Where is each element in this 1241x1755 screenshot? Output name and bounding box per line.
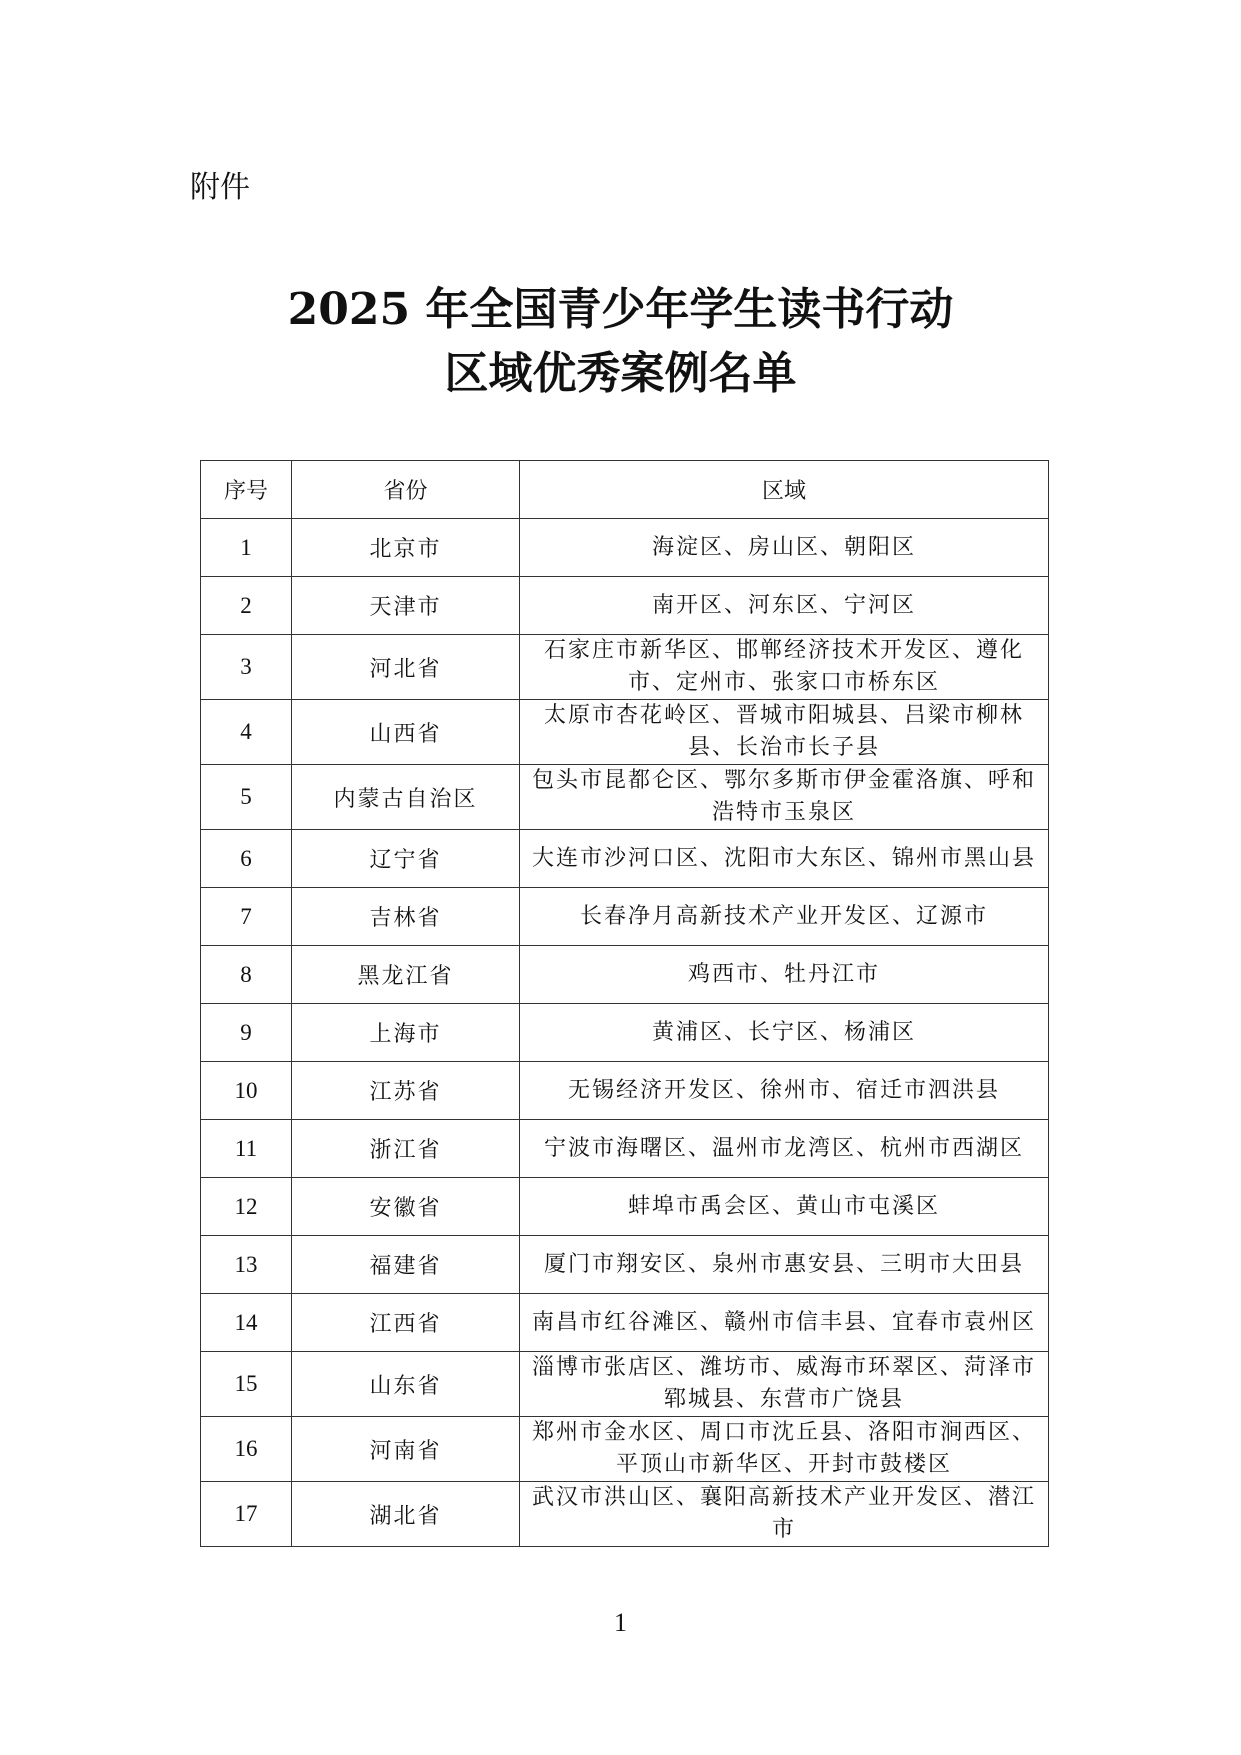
row-province: 山西省	[292, 700, 520, 765]
row-number: 15	[201, 1352, 292, 1417]
table-row	[201, 830, 1049, 888]
row-province: 浙江省	[292, 1120, 520, 1178]
table-row	[201, 1352, 1049, 1417]
row-number: 5	[201, 765, 292, 830]
row-number: 4	[201, 700, 292, 765]
row-region: 淄博市张店区、潍坊市、威海市环翠区、菏泽市郓城县、东营市广饶县	[520, 1352, 1049, 1417]
table-row	[201, 700, 1049, 765]
table-row	[201, 1062, 1049, 1120]
table-row	[201, 1120, 1049, 1178]
row-number: 9	[201, 1004, 292, 1062]
column-header-number: 序号	[201, 461, 292, 519]
row-province: 黑龙江省	[292, 946, 520, 1004]
row-region: 厦门市翔安区、泉州市惠安县、三明市大田县	[520, 1236, 1049, 1294]
row-region: 蚌埠市禹会区、黄山市屯溪区	[520, 1178, 1049, 1236]
row-region: 鸡西市、牡丹江市	[520, 946, 1049, 1004]
row-region: 海淀区、房山区、朝阳区	[520, 519, 1049, 577]
row-number: 14	[201, 1294, 292, 1352]
table-row	[201, 1482, 1049, 1547]
row-province: 江西省	[292, 1294, 520, 1352]
table-row	[201, 1004, 1049, 1062]
row-province: 山东省	[292, 1352, 520, 1417]
table-row	[201, 1236, 1049, 1294]
row-region: 大连市沙河口区、沈阳市大东区、锦州市黑山县	[520, 830, 1049, 888]
table-row	[201, 1417, 1049, 1482]
table-row	[201, 519, 1049, 577]
column-header-province: 省份	[292, 461, 520, 519]
row-province: 内蒙古自治区	[292, 765, 520, 830]
row-number: 10	[201, 1062, 292, 1120]
row-number: 17	[201, 1482, 292, 1547]
row-number: 13	[201, 1236, 292, 1294]
table-header-row	[201, 461, 1049, 519]
table-row	[201, 635, 1049, 700]
row-province: 福建省	[292, 1236, 520, 1294]
document-title-line2: 区域优秀案例名单	[444, 348, 797, 399]
case-list-table	[200, 460, 1048, 1547]
column-header-region: 区域	[520, 461, 1049, 519]
table-row	[201, 888, 1049, 946]
row-region: 宁波市海曙区、温州市龙湾区、杭州市西湖区	[520, 1120, 1049, 1178]
table-row	[201, 577, 1049, 635]
row-number: 16	[201, 1417, 292, 1482]
row-province: 江苏省	[292, 1062, 520, 1120]
row-region: 南开区、河东区、宁河区	[520, 577, 1049, 635]
row-number: 2	[201, 577, 292, 635]
row-region: 黄浦区、长宁区、杨浦区	[520, 1004, 1049, 1062]
row-province: 河南省	[292, 1417, 520, 1482]
row-province: 安徽省	[292, 1178, 520, 1236]
row-province: 北京市	[292, 519, 520, 577]
row-province: 河北省	[292, 635, 520, 700]
row-region: 石家庄市新华区、邯郸经济技术开发区、遵化市、定州市、张家口市桥东区	[520, 635, 1049, 700]
table-row	[201, 1178, 1049, 1236]
row-province: 上海市	[292, 1004, 520, 1062]
row-region: 南昌市红谷滩区、赣州市信丰县、宜春市袁州区	[520, 1294, 1049, 1352]
row-province: 湖北省	[292, 1482, 520, 1547]
row-number: 3	[201, 635, 292, 700]
row-region: 包头市昆都仑区、鄂尔多斯市伊金霍洛旗、呼和浩特市玉泉区	[520, 765, 1049, 830]
row-region: 无锡经济开发区、徐州市、宿迁市泗洪县	[520, 1062, 1049, 1120]
row-province: 辽宁省	[292, 830, 520, 888]
row-province: 吉林省	[292, 888, 520, 946]
row-province: 天津市	[292, 577, 520, 635]
table-row	[201, 946, 1049, 1004]
row-number: 12	[201, 1178, 292, 1236]
table-row	[201, 765, 1049, 830]
row-number: 6	[201, 830, 292, 888]
row-region: 长春净月高新技术产业开发区、辽源市	[520, 888, 1049, 946]
row-region: 郑州市金水区、周口市沈丘县、洛阳市涧西区、平顶山市新华区、开封市鼓楼区	[520, 1417, 1049, 1482]
row-number: 8	[201, 946, 292, 1004]
page-number: 1	[614, 1608, 627, 1637]
row-region: 武汉市洪山区、襄阳高新技术产业开发区、潜江市	[520, 1482, 1049, 1547]
document-title-line1: 2025 年全国青少年学生读书行动	[287, 284, 954, 335]
row-number: 1	[201, 519, 292, 577]
attachment-label: 附件	[190, 170, 250, 205]
table-row	[201, 1294, 1049, 1352]
row-number: 11	[201, 1120, 292, 1178]
row-region: 太原市杏花岭区、晋城市阳城县、吕梁市柳林县、长治市长子县	[520, 700, 1049, 765]
row-number: 7	[201, 888, 292, 946]
